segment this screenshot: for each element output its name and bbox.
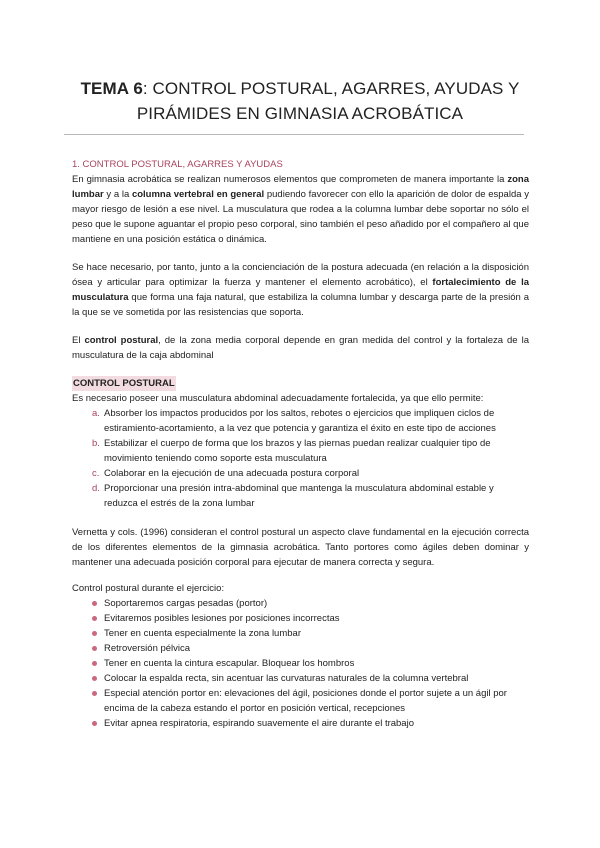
list-item: Retroversión pélvica (92, 641, 529, 656)
list-item: Tener en cuenta la cintura escapular. Bloquear los hombros (92, 656, 529, 671)
paragraph-lumbar: En gimnasia acrobática se realizan numerosos elementos que comprometen de manera importante la zona lumbar y a la columna vertebral en general pudiendo favorecer con ello la aparición de dolor de espalda y mayor riesgo de lesión a ese nivel. La musculatura que rodea a la columna lumbar debe soportar no sólo el peso que le supone aguantar el propio peso corporal, sino también el peso añadido por el compañero al que mantiene en una posición estática o dinámica. (72, 174, 529, 245)
title-line2: PIRÁMIDES EN GIMNASIA ACROBÁTICA (136, 104, 464, 123)
paragraph-control-postural: El control postural, de la zona media corporal depende en gran medida del control y la fortaleza de la musculatura de la caja abdominal (72, 335, 529, 361)
control-postural-heading: CONTROL POSTURAL (73, 378, 175, 389)
paragraph-vernetta: Vernetta y cols. (1996) consideran el control postural un aspecto clave fundamental en la ejecución correcta de los diferentes elementos de la gimnasia acrobática. Tanto portores como ágiles deben dominar y mantener una adecuada posición corporal para ejecutar de manera correcta y segura. (72, 527, 529, 568)
list-item: Evitaremos posibles lesiones por posiciones incorrectas (92, 611, 529, 626)
bullet-dot-icon (92, 646, 97, 651)
list-item: Colocar la espalda recta, sin acentuar las curvaturas naturales de la columna vertebral (92, 671, 529, 686)
document-body (72, 157, 529, 731)
title-line1-rest: : CONTROL POSTURAL, AGARRES, AYUDAS Y (142, 79, 520, 98)
bullet-dot-icon (92, 661, 97, 666)
bullet-dot-icon (92, 616, 97, 621)
bullet-dot-icon (92, 691, 97, 696)
list-item: c. Colaborar en la ejecución de una adecuada postura corporal (92, 468, 360, 479)
page-title (60, 76, 540, 126)
during-exercise-title: Control postural durante el ejercicio: (72, 583, 225, 594)
list-item: b. Estabilizar el cuerpo de forma que los brazos y las piernas puedan realizar cualquier tipo de movimiento teniendo como soporte esta musculatura (92, 438, 491, 464)
list-item: Evitar apnea respiratoria, espirando suavemente el aire durante el trabajo (92, 716, 529, 731)
during-exercise-list (72, 596, 529, 731)
control-postural-heading-row (72, 376, 529, 391)
title-divider (64, 134, 524, 135)
list-item: d. Proporcionar una presión intra-abdominal que mantenga la musculatura abdominal estable y reduzca el estrés de la zona lumbar (92, 483, 494, 509)
control-postural-intro: Es necesario poseer una musculatura abdominal adecuadamente fortalecida, ya que ello permite: (72, 393, 484, 404)
list-item: Tener en cuenta especialmente la zona lumbar (92, 626, 529, 641)
bullet-dot-icon (92, 721, 97, 726)
list-item: Especial atención portor en: elevaciones del ágil, posiciones donde el portor sujete a un ágil por encima de la cabeza estando el portor en posición vertical, recepciones (92, 686, 529, 716)
benefits-list (72, 406, 529, 511)
bullet-dot-icon (92, 631, 97, 636)
title-topic-number: TEMA 6 (80, 79, 143, 98)
list-item: a. Absorber los impactos producidos por los saltos, rebotes o ejercicios que impliquen ciclos de estiramiento-acortamiento, a la vez que potencia y garantiza el éxito en este tipo de acciones (92, 408, 496, 434)
section-heading-1: 1. CONTROL POSTURAL, AGARRES Y AYUDAS (72, 159, 283, 170)
list-item: Soportaremos cargas pesadas (portor) (92, 596, 529, 611)
bullet-dot-icon (92, 601, 97, 606)
paragraph-fortalecimiento: Se hace necesario, por tanto, junto a la concienciación de la postura adecuada (en relación a la disposición ósea y articular para optimizar la fuerza y mantener el elemento acrobático), el fortalecimiento de la musculatura que forma una faja natural, que estabiliza la columna lumbar y descarga parte de la presión a la que se ve sometida por las resistencias que soporta. (72, 262, 529, 318)
bullet-dot-icon (92, 676, 97, 681)
